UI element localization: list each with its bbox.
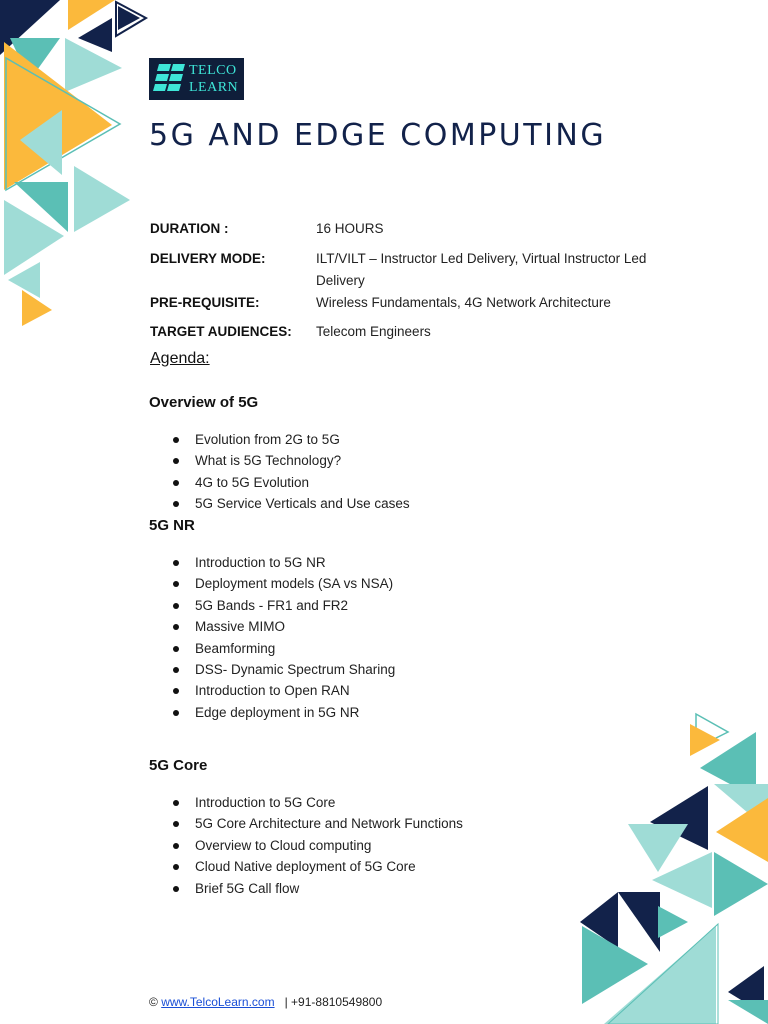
info-row-duration	[150, 218, 690, 248]
logo-line-1: TELCO	[189, 63, 237, 78]
list-item: Introduction to 5G Core	[150, 792, 463, 813]
list-item: Introduction to 5G NR	[150, 552, 395, 573]
info-value: 16 HOURS	[316, 221, 384, 236]
section-list-5g-nr	[150, 552, 395, 723]
info-key: DURATION :	[150, 221, 229, 236]
list-item: 4G to 5G Evolution	[150, 472, 410, 493]
list-item: DSS- Dynamic Spectrum Sharing	[150, 659, 395, 680]
list-item: Massive MIMO	[150, 616, 395, 637]
logo-line-2: LEARN	[189, 80, 239, 95]
section-list-overview	[150, 429, 410, 515]
list-item: Overview to Cloud computing	[150, 835, 463, 856]
section-title-overview: Overview of 5G	[149, 394, 259, 411]
course-info	[150, 218, 690, 347]
page-title: 5G AND EDGE COMPUTING	[149, 118, 607, 153]
list-item: 5G Service Verticals and Use cases	[150, 493, 410, 514]
list-item: Introduction to Open RAN	[150, 680, 395, 701]
list-item: Evolution from 2G to 5G	[150, 429, 410, 450]
list-item: Brief 5G Call flow	[150, 878, 463, 899]
logo-mark-icon	[153, 61, 187, 97]
info-row-target-audiences	[150, 321, 690, 347]
logo-text	[189, 62, 238, 96]
section-list-5g-core	[150, 792, 463, 899]
info-row-delivery-mode	[150, 248, 690, 292]
list-item: Beamforming	[150, 638, 395, 659]
info-row-prerequisite	[150, 292, 690, 321]
info-value: Telecom Engineers	[316, 324, 431, 339]
decorative-triangles-top-left	[0, 0, 150, 330]
footer	[149, 995, 382, 1009]
list-item: Edge deployment in 5G NR	[150, 702, 395, 723]
info-key: PRE-REQUISITE:	[150, 295, 260, 310]
list-item: 5G Bands - FR1 and FR2	[150, 595, 395, 616]
info-key: TARGET AUDIENCES:	[150, 324, 292, 339]
telcolearn-logo	[149, 58, 244, 100]
website-link[interactable]: www.TelcoLearn.com	[161, 995, 275, 1009]
list-item: Cloud Native deployment of 5G Core	[150, 856, 463, 877]
info-value: ILT/VILT – Instructor Led Delivery, Virtual Instructor Led Delivery	[316, 251, 647, 288]
copyright-symbol: ©	[149, 995, 158, 1009]
list-item: What is 5G Technology?	[150, 450, 410, 471]
info-key: DELIVERY MODE:	[150, 251, 266, 266]
phone-number: | +91-8810549800	[284, 995, 383, 1009]
section-title-5g-core: 5G Core	[149, 757, 208, 774]
agenda-heading: Agenda:	[150, 350, 210, 367]
list-item: 5G Core Architecture and Network Functions	[150, 813, 463, 834]
info-value: Wireless Fundamentals, 4G Network Architecture	[316, 295, 611, 310]
decorative-triangles-bottom-right	[568, 712, 768, 1024]
list-item: Deployment models (SA vs NSA)	[150, 573, 395, 594]
section-title-5g-nr: 5G NR	[149, 517, 195, 534]
